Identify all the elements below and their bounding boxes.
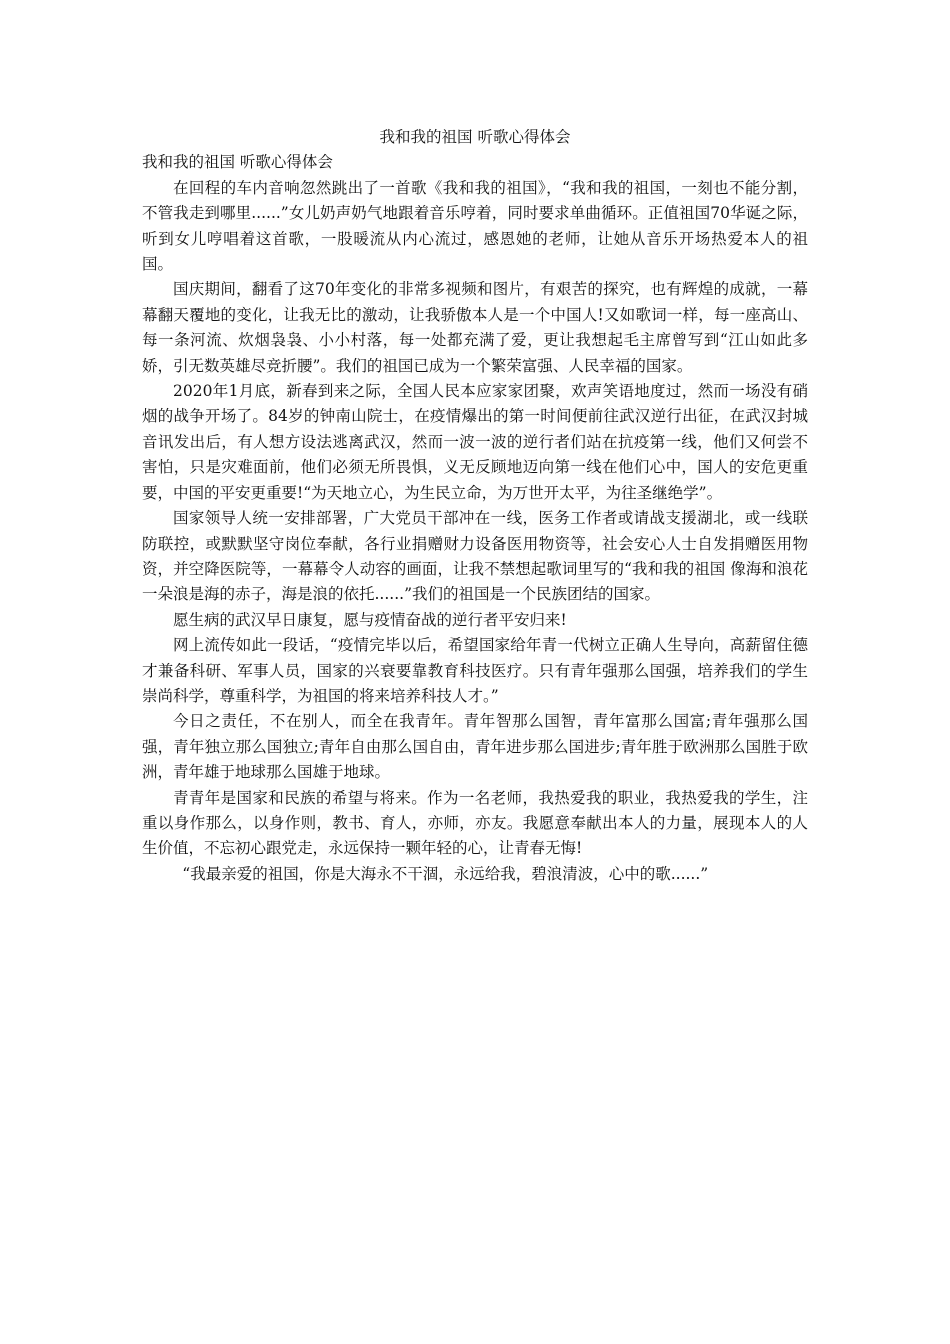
paragraph: 今日之责任，不在别人，而全在我青年。青年智那么国智，青年富那么国富;青年强那么国强，青年独立那么国独立;青年自由那么国自由，青年进步那么国进步;青年胜于欧洲那么国胜于欧洲，青年雄于地球那么国雄于地球。 [142, 712, 808, 782]
paragraph: 网上流传如此一段话，“疫情完毕以后，希望国家给年青一代树立正确人生导向，高薪留住德才兼备科研、军事人员，国家的兴衰要靠教育科技医疗。只有青年强那么国强，培养我们的学生崇尚科学，尊重科学，为祖国的将来培养科技人才。” [142, 636, 808, 705]
document-title: 我和我的祖国 听歌心得体会 [379, 128, 571, 146]
paragraph: 国庆期间，翻看了这70年变化的非常多视频和图片，有艰苦的探究，也有辉煌的成就，一幕幕翻天覆地的变化，让我无比的激动，让我骄傲本人是一个中国人!又如歌词一样，每一座高山、每一条河流、炊烟袅袅、小小村落，每一处都充满了爱，更让我想起毛主席曾写到“江山如此多娇，引无数英雄尽竞折腰”。我们的祖国已成为一个繁荣富强、人民幸福的国家。 [142, 280, 808, 375]
paragraph: 愿生病的武汉早日康复，愿与疫情奋战的逆行者平安归来! [173, 610, 567, 629]
paragraph: 在回程的车内音响忽然跳出了一首歌《我和我的祖国》，“我和我的祖国，一刻也不能分割，不管我走到哪里......”女儿奶声奶气地跟着音乐哼着，同时要求单曲循环。正值祖国70华诞之际，听到女儿哼唱着这首歌，一股暖流从内心流过，感恩她的老师，让她从音乐开场热爱本人的祖国。 [142, 178, 808, 274]
paragraph: 国家领导人统一安排部署，广大党员干部冲在一线，医务工作者或请战支援湖北，或一线联防联控，或默默坚守岗位奉献，各行业捐赠财力设备医用物资等，社会安心人士自发捐赠医用物资，并空降医院等，一幕幕令人动容的画面，让我不禁想起歌词里写的“我和我的祖国 像海和浪花一朵浪是海的赤子，海是浪的依托......”我们的祖国是一个民族团结的国家。 [142, 509, 808, 604]
document-body [142, 124, 808, 887]
document-subtitle: 我和我的祖国 听歌心得体会 [142, 153, 333, 172]
paragraph: 2020年1月底，新春到来之际，全国人民本应家家团聚，欢声笑语地度过，然而一场没有硝烟的战争开场了。84岁的钟南山院士，在疫情爆出的第一时间便前往武汉逆行出征，在武汉封城音讯发出后，有人想方设法逃离武汉，然而一波一波的逆行者们站在抗疫第一线，他们又何尝不害怕，只是灾难面前，他们必须无所畏惧，义无反顾地迈向第一线在他们心中，国人的安危更重要，中国的平安更重要!“为天地立心，为生民立命，为万世开太平，为往圣继绝学”。 [142, 382, 808, 502]
paragraph: 青青年是国家和民族的希望与将来。作为一名老师，我热爱我的职业，我热爱我的学生，注重以身作那么，以身作则，教书、育人，亦师，亦友。我愿意奉献出本人的力量，展现本人的人生价值，不忘初心跟党走，永远保持一颗年轻的心，让青春无悔! [142, 788, 808, 858]
closing-quote: “我最亲爱的祖国，你是大海永不干涸，永远给我，碧浪清波，心中的歌......” [182, 864, 709, 883]
